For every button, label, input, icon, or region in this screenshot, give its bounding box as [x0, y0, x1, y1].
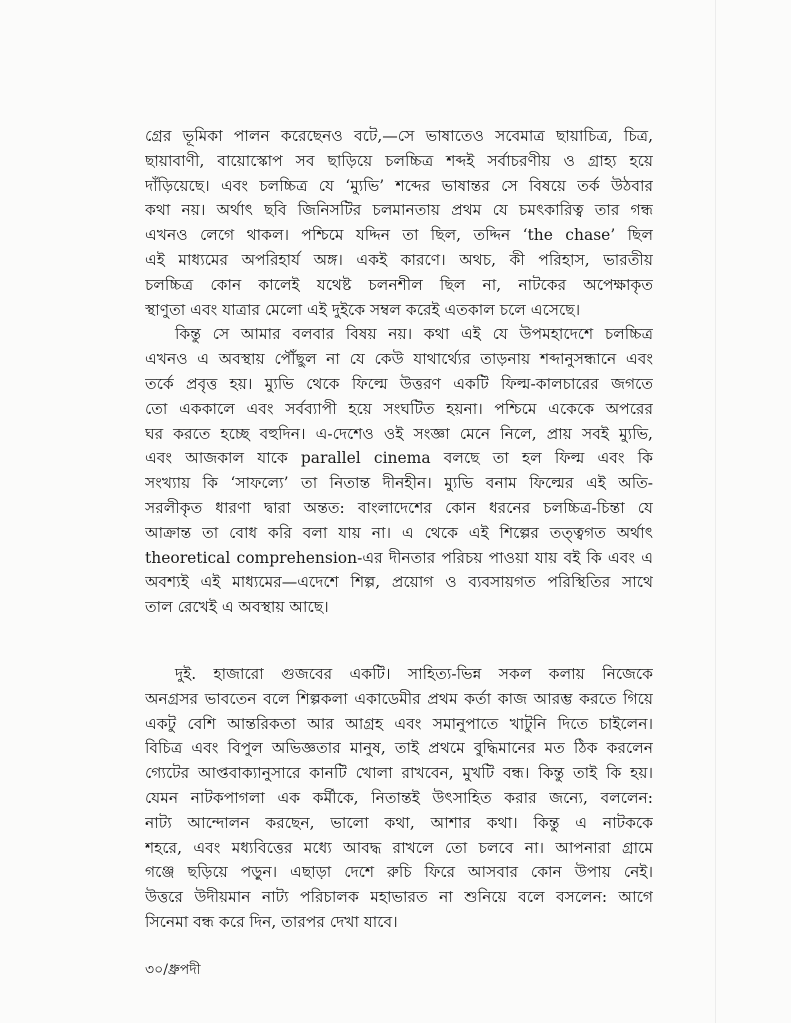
text-line: তাল রেখেই এ অবস্থায় আছে।	[145, 598, 329, 617]
paragraph	[145, 322, 653, 620]
text-line: তো এককালে এবং সর্বব্যাপী হয়ে সংঘটিত হয়না। পশ্চিমে একেকে অপরের	[145, 399, 653, 418]
text-line: বিচিত্র এবং বিপুল অভিজ্ঞতার মানুষ, তাই প্রথমে বুদ্ধিমানের মত ঠিক করলেন	[145, 739, 653, 758]
text-line: সংখ্যায় কি ‘সাফল্যে’ তা নিতান্ত দীনহীন। ম্যুভি বনাম ফিল্মের এই অতি-	[145, 474, 653, 493]
text-line: অবশ্যই এই মাধ্যমের—এদেশে শিল্প, প্রয়োগ ও ব্যবসায়গত পরিস্থিতির সাথে	[145, 573, 653, 592]
text-line: একটু বেশি আন্তরিকতা আর আগ্রহ এবং সমানুপাতে খাটুনি দিতে চাইলেন।	[145, 714, 653, 733]
page-footer: ৩০/ধ্রুপদী	[145, 962, 201, 978]
page-edge	[715, 0, 716, 1023]
paragraph	[145, 124, 653, 322]
text-line: গঞ্জে ছড়িয়ে পড়ুন। এছাড়া দেশে রুচি ফিরে আসবার কোন উপায় নেই।	[145, 863, 653, 882]
text-line: গ্যেটের আপ্তবাক্যানুসারে কানটি খোলা রাখবেন, মুখটি বন্ধ। কিন্তু তাই কি হয়।	[145, 764, 653, 783]
text-line: ছায়াবাণী, বায়োস্কোপ সব ছাড়িয়ে চলচ্চিত্র শব্দই সর্বাচরণীয় ও গ্রাহ্য হয়ে	[145, 151, 653, 170]
text-line: গ্রের ভূমিকা পালন করেছেনও বটে,—সে ভাষাতেও সবেমাত্র ছায়াচিত্র, চিত্র,	[145, 127, 653, 145]
text-line: শহরে, এবং মধ্যবিত্তের মধ্যে আবদ্ধ রাখলে তো চলবে না। আপনারা গ্রামে	[145, 838, 653, 857]
text-line: কথা নয়। অর্থাৎ ছবি জিনিসটির চলমানতায় প্রথম যে চমৎকারিত্ব তার গন্ধ	[145, 201, 653, 220]
text-line: স্থাণুতা এবং যাত্রার মেলো এই দুইকে সম্বল করেই এতকাল চলে এসেছে।	[145, 300, 581, 319]
text-line: তর্কে প্রবৃত্ত হয়। ম্যুভি থেকে ফিল্মে উত্তরণ একটি ফিল্ম-কালচারের জগতে	[145, 374, 653, 393]
text-line: এই মাধ্যমের অপরিহার্য অঙ্গ। একই কারণে। অথচ, কী পরিহাস, ভারতীয়	[145, 250, 653, 269]
text-line: অনগ্রসর ভাবতেন বলে শিল্পকলা একাডেমীর প্রথম কর্তা কাজ আরম্ভ করতে গিয়ে	[145, 689, 653, 708]
text-line: এখনও এ অবস্থায় পৌঁছুল না যে কেউ যাথার্থ্যের তাড়নায় শব্দানুসন্ধানে এবং	[145, 350, 653, 369]
text-line: সরলীকৃত ধারণা দ্বারা অন্তত: বাংলাদেশের কোন ধরনের চলচ্চিত্র-চিন্তা যে	[145, 498, 653, 517]
text-line: চলচ্চিত্র কোন কালেই যথেষ্ট চলনশীল ছিল না, নাটকের অপেক্ষাকৃত	[145, 275, 653, 294]
text-line: যেমন নাটকপাগলা এক কর্মীকে, নিতান্তই উৎসাহিত করার জন্যে, বললেন:	[145, 788, 653, 807]
text-line: উত্তরে উদীয়মান নাট্য পরিচালক মহাভারত না শুনিয়ে বলে বসলেন: আগে	[145, 888, 653, 907]
text-line: ঘর করতে হচ্ছে বহুদিন। এ-দেশেও ওই সংজ্ঞা মেনে নিলে, প্রায় সবই ম্যুভি,	[145, 424, 653, 443]
text-line: দাঁড়িয়েছে। এবং চলচ্চিত্র যে ‘ম্যুভি’ শব্দের ভাষান্তর সে বিষয়ে তর্ক উঠবার	[145, 176, 653, 195]
text-line: এবং আজকাল যাকে parallel cinema বলছে তা হল ফিল্ম এবং কি	[145, 449, 653, 468]
section-one	[145, 124, 653, 620]
text-line: আক্রান্ত তা বোধ করি বলা যায় না। এ থেকে এই শিল্পের তত্ত্বগত অর্থাৎ	[145, 523, 653, 542]
section-two	[145, 662, 653, 935]
text-line: সিনেমা বন্ধ করে দিন, তারপর দেখা যাবে।	[145, 912, 398, 931]
paragraph	[145, 662, 653, 935]
text-line: কিন্তু সে আমার বলবার বিষয় নয়। কথা এই যে উপমহাদেশে চলচ্চিত্র	[175, 325, 653, 344]
text-line: দুই. হাজারো গুজবের একটি। সাহিত্য-ভিন্ন সকল কলায় নিজেকে	[175, 665, 653, 683]
text-line: নাট্য আন্দোলন করছেন, ভালো কথা, আশার কথা। কিন্তু এ নাটককে	[145, 813, 653, 832]
text-line: এখনও লেগে থাকল। পশ্চিমে যদ্দিন তা ছিল, তদ্দিন ‘the chase’ ছিল	[145, 226, 653, 245]
text-line: theoretical comprehension-এর দীনতার পরিচয় পাওয়া যায় বই কি এবং এ	[145, 548, 653, 567]
